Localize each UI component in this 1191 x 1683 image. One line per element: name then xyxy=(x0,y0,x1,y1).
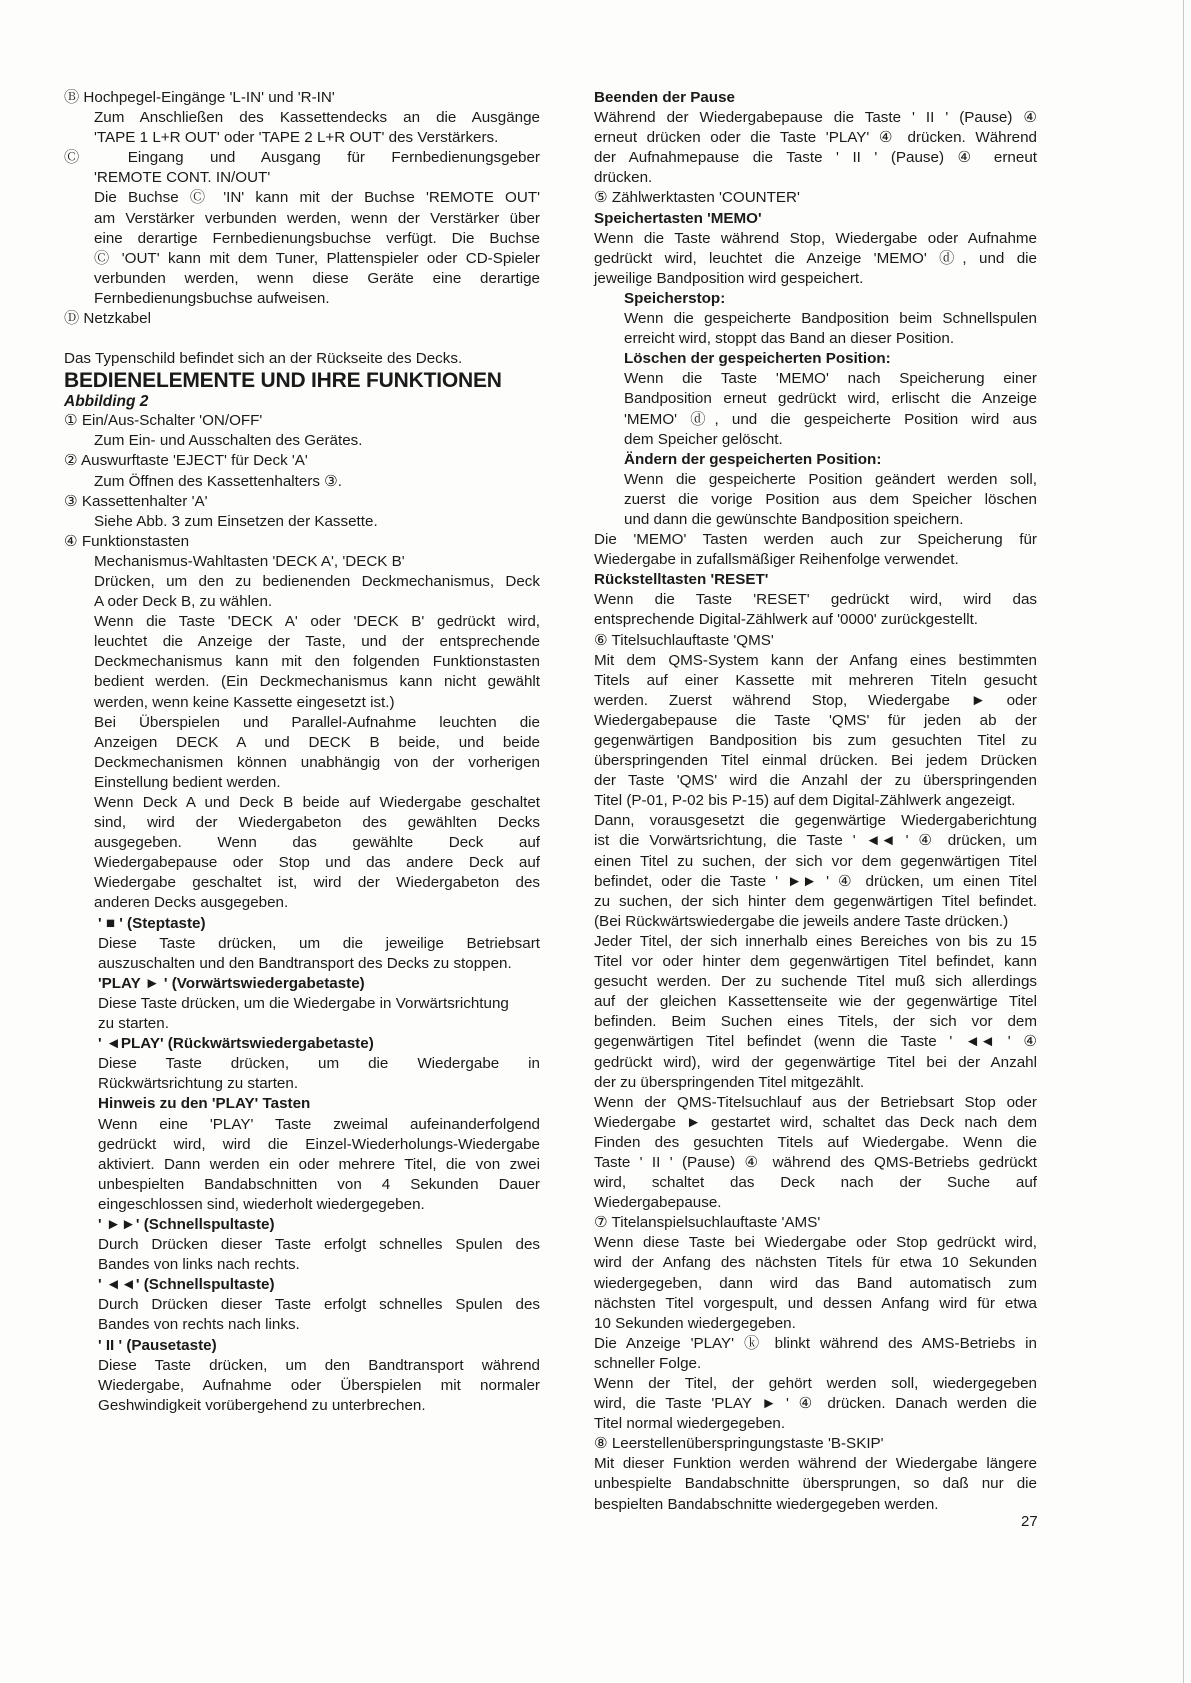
text-line: sind, wird der Wiedergabeton des gewählten Decks xyxy=(94,814,540,832)
subsection-title: ' ►►' (Schnellspultaste) xyxy=(98,1215,275,1233)
text-line: der Aufnahmepause die Taste ' II ' (Pause) ④ erneut xyxy=(594,149,1037,167)
text-line: Anzeigen DECK A und DECK B beide, und beide xyxy=(94,733,540,751)
text-line: Taste ' II ' (Pause) ④ während des QMS-Betriebs gedrückt xyxy=(594,1153,1037,1171)
text-line: befindet, oder die Taste ' ►► ' ④ drücken, um einen Titel xyxy=(594,872,1037,890)
numbered-item-title: ⑦ Titelanspielsuchlauftaste 'AMS' xyxy=(594,1214,821,1232)
text-line: Deckmechanismus kann mit den folgenden Funktionstasten xyxy=(94,653,540,671)
subsection-title: Beenden der Pause xyxy=(594,89,735,106)
text-line: Wenn die Taste 'RESET' gedrückt wird, wird das xyxy=(594,591,1037,609)
text-line: eingeschlossen sind, wiederholt wiedergegeben. xyxy=(98,1195,425,1213)
text-line: Einstellung bedient werden. xyxy=(94,773,281,791)
numbered-item-title: ① Ein/Aus-Schalter 'ON/OFF' xyxy=(64,412,263,430)
subsection-title: ' ◄PLAY' (Rückwärtswiedergabetaste) xyxy=(98,1035,374,1053)
text-line: Durch Drücken dieser Taste erfolgt schnelles Spulen des xyxy=(98,1236,540,1254)
numbered-item-title: ④ Funktionstasten xyxy=(64,532,190,550)
text-line: Wenn eine 'PLAY' Taste zweimal aufeinanderfolgend xyxy=(98,1115,540,1133)
text-line: jeweilige Bandposition wird gespeichert. xyxy=(594,269,864,287)
numbered-item-title: ⑥ Titelsuchlauftaste 'QMS' xyxy=(594,631,774,649)
text-line: Zum Ein- und Ausschalten des Gerätes. xyxy=(94,432,363,450)
text-line: nächsten Titel vorgespult, und dessen Anfang wird für etwa xyxy=(594,1294,1037,1312)
text-line: werden, wenn keine Kassette eingesetzt ist.) xyxy=(94,693,395,711)
text-line: erneut drücken oder die Taste 'PLAY' ④ drücken. Während xyxy=(594,129,1037,147)
text-line: Wenn die Taste während Stop, Wiedergabe oder Aufnahme xyxy=(594,229,1037,247)
text-line: Deckmechanismen können unabhängig von der vorherigen xyxy=(94,753,540,771)
numbered-item-title: Ⓓ Netzkabel xyxy=(64,310,151,328)
text-line: Mit dieser Funktion werden während der Wiedergabe längere xyxy=(594,1455,1037,1473)
numbered-item-title: ⑤ Zählwerktasten 'COUNTER' xyxy=(594,189,800,207)
text-line: (Bei Rückwärtswiedergabe die jeweils andere Taste drücken.) xyxy=(594,912,1009,930)
subsection-title: Ändern der gespeicherten Position: xyxy=(624,450,882,468)
text-line: gedrückt wird, leuchtet die Anzeige 'MEMO' ⓓ, und die xyxy=(594,249,1037,267)
text-line: unbespielten Bandabschnitten von 4 Sekunden Dauer xyxy=(98,1175,540,1193)
text-line: Diese Taste drücken, um die jeweilige Betriebsart xyxy=(98,934,540,952)
text-line: und dann die gewünschte Bandposition speichern. xyxy=(624,510,964,528)
text-line: dem Speicher gelöscht. xyxy=(624,430,783,448)
text-line: Das Typenschild befindet sich an der Rückseite des Decks. xyxy=(64,350,463,368)
text-line: zu starten. xyxy=(98,1015,169,1033)
text-line: wiedergegeben, dann wird das Band automatisch zum xyxy=(594,1274,1037,1292)
text-line: der Taste 'QMS' wird die Anzahl der zu überspringenden xyxy=(594,772,1037,790)
text-line: wird, schaltet das Deck nach der Suche auf xyxy=(594,1174,1037,1192)
text-line: Bandposition erneut gedrückt wird, erlischt die Anzeige xyxy=(624,390,1037,408)
text-line: zuerst die vorige Position aus dem Speicher löschen xyxy=(624,490,1037,508)
text-line: Wenn die Taste 'MEMO' nach Speicherung einer xyxy=(624,370,1037,388)
text-line: zu suchen, der sich hinter dem gegenwärtigen Titel befindet. xyxy=(594,892,1037,910)
text-line: Wenn die gespeicherte Bandposition beim Schnellspulen xyxy=(624,310,1037,328)
numbered-item-title: ③ Kassettenhalter 'A' xyxy=(64,492,208,510)
text-line: verbunden werden, wenn diese Geräte eine derartige xyxy=(94,269,540,287)
text-line: wird der Anfang des nächsten Titels für etwa 10 Sekunden xyxy=(594,1254,1037,1272)
subsection-title: Löschen der gespeicherten Position: xyxy=(624,350,891,368)
text-line: Wenn Deck A und Deck B beide auf Wiedergabe geschaltet xyxy=(94,794,540,811)
text-line: Wenn der QMS-Titelsuchlauf aus der Betriebsart Stop oder xyxy=(594,1093,1037,1111)
text-line: 'TAPE 1 L+R OUT' oder 'TAPE 2 L+R OUT' des Verstärkers. xyxy=(94,129,499,147)
text-line: der zu überspringenden Titel mitgezählt. xyxy=(594,1073,865,1091)
text-line: ist die Vorwärtsrichtung, die Taste ' ◄◄ ' ④ drücken, um xyxy=(594,832,1037,850)
text-line: auf der gleichen Kassettenseite wie der gegenwärtige Titel xyxy=(594,993,1037,1011)
text-line: Wiedergabe ► gestartet wird, schaltet das Deck nach dem xyxy=(594,1113,1037,1131)
text-line: Siehe Abb. 3 zum Einsetzen der Kassette. xyxy=(94,512,378,530)
right-column xyxy=(594,88,1037,1515)
subsection-title: Hinweis zu den 'PLAY' Tasten xyxy=(98,1095,311,1113)
text-line: Wenn diese Taste bei Wiedergabe oder Stop gedrückt wird, xyxy=(594,1234,1037,1252)
text-line: anderen Decks ausgegeben. xyxy=(94,894,289,912)
text-line: Jeder Titel, der sich innerhalb eines Bereiches von bis zu 15 xyxy=(594,932,1037,950)
left-column xyxy=(64,88,540,1416)
text-line: gedrückt wird), wird der gegenwärtige Titel bei der Anzahl xyxy=(594,1053,1037,1071)
text-line: Mit dem QMS-System kann der Anfang eines bestimmten xyxy=(594,651,1037,669)
numbered-item-title: Ⓒ Eingang und Ausgang für Fernbedienungsgeber xyxy=(64,149,540,167)
text-line: Während der Wiedergabepause die Taste ' II ' (Pause) ④ xyxy=(594,109,1037,127)
text-line: bespielten Bandabschnitte wiedergegeben werden. xyxy=(594,1495,939,1513)
section-heading: BEDIENELEMENTE UND IHRE FUNKTIONEN xyxy=(64,369,502,393)
subsection-title: Rückstelltasten 'RESET' xyxy=(594,571,769,589)
text-line: Bandes von rechts nach links. xyxy=(98,1316,300,1334)
subsection-title: ' ◄◄' (Schnellspultaste) xyxy=(98,1276,275,1294)
text-line: Die 'MEMO' Tasten werden auch zur Speicherung für xyxy=(594,531,1037,549)
subsection-title: Speicherstop: xyxy=(624,289,726,307)
text-line: schneller Folge. xyxy=(594,1354,702,1372)
text-line: Wiedergabepause die Taste 'QMS' für jeden ab der xyxy=(594,711,1037,729)
numbered-item-title: ⑧ Leerstellenüberspringungstaste 'B-SKIP' xyxy=(594,1435,884,1453)
text-line: Zum Anschließen des Kassettendecks an die Ausgänge xyxy=(94,109,540,127)
text-line: bedient werden. (Ein Deckmechanismus kann nicht gewählt xyxy=(94,673,540,691)
text-line: Titel (P-01, P-02 bis P-15) auf dem Digital-Zählwerk angezeigt. xyxy=(594,792,1016,810)
text-line: 'REMOTE CONT. IN/OUT' xyxy=(94,169,271,187)
text-line: Diese Taste drücken, um den Bandtransport während xyxy=(98,1356,540,1374)
text-line: Durch Drücken dieser Taste erfolgt schnelles Spulen des xyxy=(98,1296,540,1314)
spacer xyxy=(64,329,540,349)
text-line: auszuschalten und den Bandtransport des Decks zu stoppen. xyxy=(98,954,512,972)
text-line: gegenwärtigen Titel befindet (wenn die Taste ' ◄◄ ' ④ xyxy=(594,1033,1037,1051)
subsection-title: 'PLAY ► ' (Vorwärtswiedergabetaste) xyxy=(98,974,365,992)
text-line: Wenn der Titel, der gehört werden soll, wiedergegeben xyxy=(594,1375,1037,1392)
subsection-title: Speichertasten 'MEMO' xyxy=(594,209,762,227)
text-line: A oder Deck B, zu wählen. xyxy=(94,593,273,611)
text-line: Drücken, um den zu bedienenden Deckmechanismus, Deck xyxy=(94,572,540,590)
text-line: Wiedergabepause oder Stop und das andere Deck auf xyxy=(94,854,540,872)
text-line: Die Buchse Ⓒ 'IN' kann mit der Buchse 'REMOTE OUT' xyxy=(94,189,540,207)
text-line: am Verstärker verbunden werden, wenn der Verstärker über xyxy=(94,209,540,227)
text-line: Titels auf einer Kassette mit mehreren Titeln gesucht xyxy=(594,671,1037,689)
text-line: entsprechende Digital-Zählwerk auf '0000' zurückgestellt. xyxy=(594,611,979,629)
text-line: ausgegeben. Wenn das gewählte Deck auf xyxy=(94,834,540,852)
text-line: Bei Überspielen und Parallel-Aufnahme leuchten die xyxy=(94,713,540,731)
text-line: eine derartige Fernbedienungsbuchse verfügt. Die Buchse xyxy=(94,229,540,247)
text-line: Fernbedienungsbuchse aufweisen. xyxy=(94,289,330,307)
text-line: Rückwärtsrichtung zu starten. xyxy=(98,1075,299,1093)
text-line: Bandes von links nach rechts. xyxy=(98,1256,300,1274)
text-line: Wiedergabe in zufallsmäßiger Reihenfolge verwendet. xyxy=(594,551,959,569)
text-line: Titel normal wiedergegeben. xyxy=(594,1415,786,1433)
numbered-item-title: ② Auswurftaste 'EJECT' für Deck 'A' xyxy=(64,452,308,470)
text-line: Wiedergabepause. xyxy=(594,1194,722,1212)
text-line: 10 Sekunden wiedergegeben. xyxy=(594,1314,796,1332)
text-line: Diese Taste drücken, um die Wiedergabe in xyxy=(98,1055,540,1073)
text-line: unbespielte Bandabschnitte übersprungen, so daß nur die xyxy=(594,1475,1037,1493)
text-line: befinden. Beim Suchen eines Titels, der sich vor dem xyxy=(594,1013,1037,1031)
text-line: Wiedergabe, Aufnahme oder Überspielen mit normaler xyxy=(98,1376,540,1394)
text-line: gegenwärtigen Bandposition bis zum gesuchten Titel zu xyxy=(594,732,1037,749)
text-line: gesucht werden. Der zu suchende Titel muß sich allerdings xyxy=(594,973,1037,991)
text-line: erreicht wird, stoppt das Band an dieser Position. xyxy=(624,330,955,348)
text-line: Wenn die Taste 'DECK A' oder 'DECK B' gedrückt wird, xyxy=(94,613,540,631)
text-line: werden. Zuerst während Stop, Wiedergabe ► oder xyxy=(594,691,1037,709)
text-line: Titel vor oder hinter dem gegenwärtigen Titel befindet, kann xyxy=(594,953,1037,971)
text-line: Zum Öffnen des Kassettenhalters ③. xyxy=(94,472,343,490)
page-edge-line xyxy=(1183,0,1184,1683)
text-line: 'MEMO' ⓓ, und die gespeicherte Position wird aus xyxy=(624,410,1037,428)
text-line: aktiviert. Dann werden ein oder mehrere Titel, die von zwei xyxy=(98,1155,540,1173)
text-line: Finden des gesuchten Titels auf Wiedergabe. Wenn die xyxy=(594,1133,1037,1151)
text-line: Geshwindigkeit vorübergehend zu unterbrechen. xyxy=(98,1396,426,1414)
text-line: Die Anzeige 'PLAY' ⓚ blinkt während des AMS-Betriebs in xyxy=(594,1334,1037,1352)
text-line: Dann, vorausgesetzt die gegenwärtige Wiedergaberichtung xyxy=(594,812,1037,830)
text-line: Diese Taste drücken, um die Wiedergabe in Vorwärtsrichtung xyxy=(98,994,509,1012)
text-line: Mechanismus-Wahltasten 'DECK A', 'DECK B' xyxy=(94,552,405,570)
page-number: 27 xyxy=(1021,1513,1038,1530)
numbered-item-title: Ⓑ Hochpegel-Eingänge 'L-IN' und 'R-IN' xyxy=(64,89,335,106)
text-line: leuchtet die Anzeige der Taste, und der entsprechende xyxy=(94,633,540,651)
text-line: Ⓒ 'OUT' kann mit dem Tuner, Plattenspieler oder CD-Spieler xyxy=(94,249,540,267)
text-line: Wiedergabe geschaltet ist, wird der Wiedergabeton des xyxy=(94,874,540,892)
figure-reference: Abbilding 2 xyxy=(64,393,149,411)
text-line: gedrückt wird, wird die Einzel-Wiederholungs-Wiedergabe xyxy=(98,1135,540,1153)
text-line: Wenn die gespeicherte Position geändert werden soll, xyxy=(624,470,1037,488)
text-line: wird, die Taste 'PLAY ► ' ④ drücken. Danach werden die xyxy=(594,1395,1037,1413)
subsection-title: ' II ' (Pausetaste) xyxy=(98,1336,217,1354)
text-line: überspringenden Titel einmal drücken. Bei jedem Drücken xyxy=(594,752,1037,770)
subsection-title: ' ■ ' (Steptaste) xyxy=(98,914,206,932)
text-line: drücken. xyxy=(594,169,653,187)
text-line: einen Titel zu suchen, der sich vor dem gegenwärtigen Titel xyxy=(594,852,1037,870)
